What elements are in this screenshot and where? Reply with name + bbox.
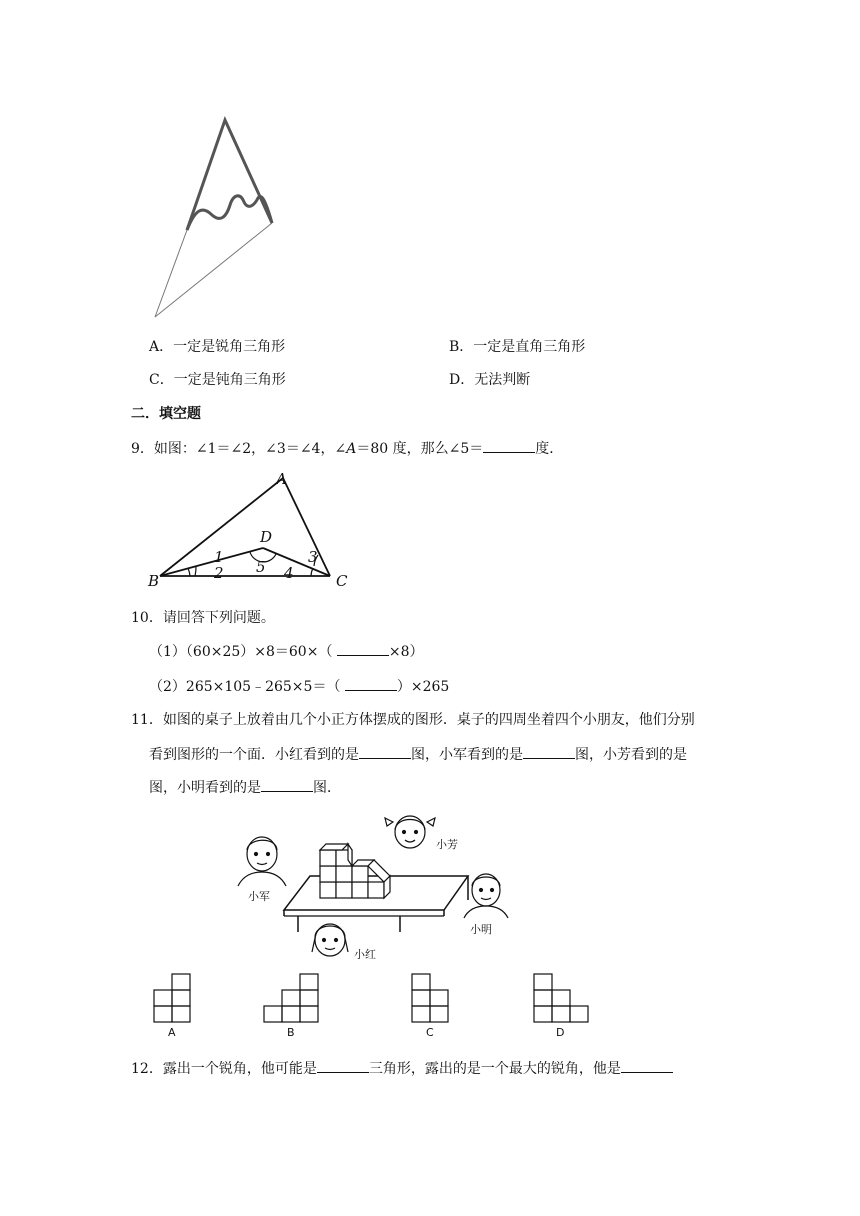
q11-text-b: 图，小军看到的是 [411,747,523,763]
label-b: B [148,572,160,590]
q11-blank-xiaojun[interactable] [523,744,575,759]
child-xiaohong [312,924,348,956]
option-b: B．一定是直角三角形 [449,339,586,355]
label-angle-2: 2 [214,564,224,582]
q10-2-after: ）×265 [396,679,450,695]
q9-text-before: 9．如图：∠1＝∠2，∠3＝∠4，∠ [131,441,347,457]
q10-1-after: ×8） [388,644,424,660]
q10-2-before: （2）265×105﹣265×5＝（ [149,679,345,695]
triangle-abc-figure [148,470,358,590]
q9-text-mid: ＝80 度，那么∠5＝ [356,441,484,457]
name-xiaojun: 小军 [248,890,270,903]
q10-1-before: （1）（60×25）×8＝60×（ [149,644,337,660]
question-10-part-2 [149,676,449,697]
triangle-cover-figure [140,110,290,330]
child-xiaoming [464,874,508,918]
label-angle-4: 4 [284,564,294,582]
option-d: D．无法判断 [449,372,531,388]
option-a: A．一定是锐角三角形 [149,339,286,355]
table-scene-figure [150,808,600,973]
q11-blank-xiaoming[interactable] [261,777,313,792]
label-angle-5: 5 [256,558,266,576]
view-label-d: D [556,1026,565,1039]
question-11-line-1: 11．如图的桌子上放着由几个小正方体摆成的图形．桌子的四周坐着四个小朋友，他们分别 [131,712,695,728]
child-xiaofang [385,816,435,848]
q10-2-answer-blank[interactable] [345,676,397,691]
q9-angle-var: A [346,441,357,457]
question-10-part-1 [149,641,424,662]
q10-1-answer-blank[interactable] [337,641,389,656]
q11-text-d: 图，小明看到的是 [149,780,261,796]
label-d: D [260,528,273,546]
q9-answer-blank[interactable] [483,438,535,453]
label-c: C [336,572,348,590]
q12-text-b: 三角形，露出的是一个最大的锐角，他是 [368,1061,621,1077]
name-xiaohong: 小红 [354,948,376,961]
q9-text-after: 度． [535,441,564,457]
name-xiaoming: 小明 [470,923,492,936]
question-11-line-3 [149,777,341,798]
question-9 [131,438,563,459]
name-xiaofang: 小芳 [436,838,458,851]
question-12 [131,1058,673,1079]
view-label-a: A [168,1026,176,1039]
label-angle-3: 3 [308,548,318,566]
section-title: 二．填空题 [131,406,201,422]
view-label-c: C [426,1026,434,1039]
view-label-b: B [287,1026,295,1039]
child-xiaojun [238,837,286,886]
question-10: 10．请回答下列问题。 [131,610,275,626]
label-a: A [276,470,287,488]
option-c: C．一定是钝角三角形 [149,372,286,388]
q11-text-a: 看到图形的一个面．小红看到的是 [149,747,359,763]
q11-text-c: 图，小芳看到的是 [575,747,687,763]
q12-blank-2[interactable] [621,1058,673,1073]
q11-text-e: 图． [313,780,341,796]
q12-blank-1[interactable] [317,1058,369,1073]
question-11-line-2 [149,744,687,765]
view-options-figure [150,970,600,1040]
label-angle-1: 1 [214,548,224,566]
q11-blank-xiaohong[interactable] [359,744,411,759]
q12-text-a: 12．露出一个锐角，他可能是 [131,1061,317,1077]
